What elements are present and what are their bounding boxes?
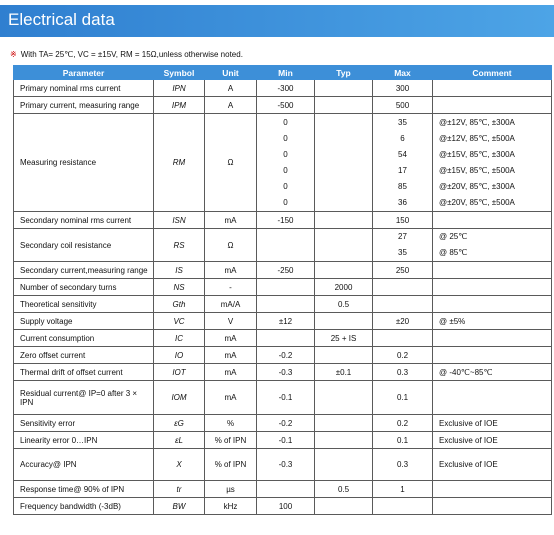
cell-max: 0.2 [373,415,433,432]
table-row [14,262,552,279]
cell-line: @±12V, 85℃, ±500A [439,133,515,143]
cell-param: Current consumption [14,330,154,347]
cell-typ [315,80,373,97]
table-row [14,97,552,114]
cell-comment [433,279,552,296]
header-min: Min [257,66,315,80]
conditions-text: With TA= 25℃, VC = ±15V, RM = 15Ω,unless otherwise noted. [20,50,243,59]
cell-min: -0.1 [257,381,315,415]
table-row [14,114,552,212]
cell-typ [315,97,373,114]
cell-param: Thermal drift of offset current [14,364,154,381]
cell-comment [433,330,552,347]
cell-unit: mA [205,212,257,229]
cell-unit: A [205,97,257,114]
header-symbol: Symbol [154,66,205,80]
header-parameter: Parameter [14,66,154,80]
cell-symbol: RM [154,114,205,212]
cell-param: Zero offset current [14,347,154,364]
cell-unit: - [205,279,257,296]
cell-unit: µs [205,481,257,498]
cell-comment: Exclusive of IOE [433,432,552,449]
cell-min: -0.2 [257,347,315,364]
cell-param: Linearity error 0…IPN [14,432,154,449]
cell-line: @±15V, 85℃, ±300A [439,149,515,159]
cell-symbol: IC [154,330,205,347]
header-row [14,66,552,80]
cell-unit: mA [205,262,257,279]
cell-typ [315,262,373,279]
cell-line: @±20V, 85℃, ±500A [439,197,515,207]
table-row [14,347,552,364]
cell-max: 250 [373,262,433,279]
cell-max: ±20 [373,313,433,330]
table-row [14,481,552,498]
note-mark: ※ [10,50,17,59]
table-row [14,229,552,262]
cell-comment [433,80,552,97]
table-row [14,313,552,330]
cell-symbol: ISN [154,212,205,229]
cell-unit: Ω [205,114,257,212]
cell-unit: mA [205,330,257,347]
page-title: Electrical data [8,10,115,29]
cell-line: @ 25℃ [439,232,468,241]
cell-line: 54 [398,149,407,159]
cell-max [373,279,433,296]
cell-min [257,279,315,296]
cell-unit: kHz [205,498,257,515]
cell-min: 100 [257,498,315,515]
cell-unit: mA/A [205,296,257,313]
cell-max [373,330,433,347]
cell-typ [315,347,373,364]
cell-min [257,229,315,262]
cell-unit: % [205,415,257,432]
cell-symbol: εG [154,415,205,432]
cell-max [373,498,433,515]
cell-param: Primary nominal rms current [14,80,154,97]
cell-line: @±12V, 85℃, ±300A [439,117,515,127]
cell-typ [315,114,373,212]
cell-min: -300 [257,80,315,97]
electrical-data-table [13,65,552,515]
cell-typ [315,381,373,415]
table-row [14,279,552,296]
header-typ: Typ [315,66,373,80]
cell-symbol: RS [154,229,205,262]
cell-max [373,229,433,262]
cell-line: 6 [400,133,405,143]
cell-typ [315,313,373,330]
cell-min [257,481,315,498]
cell-symbol: IPM [154,97,205,114]
cell-comment [433,381,552,415]
cell-comment [433,97,552,114]
cell-min [257,114,315,212]
table-row [14,364,552,381]
cell-max: 0.3 [373,364,433,381]
cell-typ: 2000 [315,279,373,296]
cell-param: Sensitivity error [14,415,154,432]
table-row [14,432,552,449]
cell-typ [315,449,373,481]
cell-typ: 0.5 [315,481,373,498]
title-banner [0,5,554,37]
cell-max: 500 [373,97,433,114]
cell-max: 300 [373,80,433,97]
cell-line: 35 [398,117,407,127]
cell-unit: % of IPN [205,449,257,481]
cell-symbol: IOT [154,364,205,381]
cell-param: Secondary nominal rms current [14,212,154,229]
cell-min: -500 [257,97,315,114]
cell-min: ±12 [257,313,315,330]
cell-line: 0 [283,133,288,143]
cell-param: Secondary current,measuring range [14,262,154,279]
table-row [14,381,552,415]
cell-param: Supply voltage [14,313,154,330]
cell-param: Frequency bandwidth (-3dB) [14,498,154,515]
cell-unit: V [205,313,257,330]
cell-typ [315,229,373,262]
cell-comment [433,262,552,279]
cell-line: 36 [398,197,407,207]
cell-param: Theoretical sensitivity [14,296,154,313]
cell-comment [433,229,552,262]
cell-max: 0.1 [373,381,433,415]
cell-min: -0.1 [257,432,315,449]
cell-min: -0.3 [257,364,315,381]
cell-typ [315,432,373,449]
test-conditions [10,50,243,59]
cell-param: Number of secondary turns [14,279,154,296]
cell-unit: mA [205,381,257,415]
cell-line: 85 [398,181,407,191]
cell-typ [315,415,373,432]
header-comment: Comment [433,66,552,80]
cell-unit: % of IPN [205,432,257,449]
cell-line: 0 [283,149,288,159]
cell-comment [433,481,552,498]
header-unit: Unit [205,66,257,80]
cell-comment: Exclusive of IOE [433,449,552,481]
cell-symbol: Gth [154,296,205,313]
table-row [14,296,552,313]
cell-max [373,114,433,212]
cell-min: -150 [257,212,315,229]
cell-typ: ±0.1 [315,364,373,381]
cell-symbol: X [154,449,205,481]
cell-param: Measuring resistance [14,114,154,212]
cell-comment [433,296,552,313]
cell-comment [433,212,552,229]
cell-line: 0 [283,181,288,191]
cell-param: Residual current@ IP=0 after 3 × IPN [14,381,154,415]
cell-min [257,296,315,313]
cell-min: -0.2 [257,415,315,432]
table-row [14,449,552,481]
table-row [14,498,552,515]
table-row [14,330,552,347]
cell-min [257,330,315,347]
cell-symbol: VC [154,313,205,330]
cell-comment: @ ±5% [433,313,552,330]
cell-symbol: BW [154,498,205,515]
cell-max: 0.3 [373,449,433,481]
table-row [14,212,552,229]
cell-max [373,296,433,313]
cell-unit: A [205,80,257,97]
cell-line: 0 [283,165,288,175]
cell-max: 0.2 [373,347,433,364]
header-max: Max [373,66,433,80]
table-row [14,415,552,432]
cell-comment [433,114,552,212]
cell-line: 17 [398,165,407,175]
cell-symbol: IO [154,347,205,364]
cell-typ [315,212,373,229]
cell-param: Secondary coil resistance [14,229,154,262]
cell-comment: @ -40℃~85℃ [433,364,552,381]
cell-symbol: εL [154,432,205,449]
cell-symbol: tr [154,481,205,498]
cell-comment [433,347,552,364]
cell-line: @±20V, 85℃, ±300A [439,181,515,191]
cell-min: -250 [257,262,315,279]
cell-param: Primary current, measuring range [14,97,154,114]
cell-typ [315,498,373,515]
cell-line: @±15V, 85℃, ±500A [439,165,515,175]
cell-comment [433,498,552,515]
cell-unit: mA [205,364,257,381]
cell-symbol: IPN [154,80,205,97]
cell-typ: 0.5 [315,296,373,313]
cell-symbol: IOM [154,381,205,415]
cell-unit: Ω [205,229,257,262]
cell-line: 0 [283,117,288,127]
cell-min: -0.3 [257,449,315,481]
cell-param: Response time@ 90% of IPN [14,481,154,498]
cell-symbol: NS [154,279,205,296]
cell-max: 0.1 [373,432,433,449]
cell-line: @ 85℃ [439,248,468,257]
table-row [14,80,552,97]
cell-max: 150 [373,212,433,229]
cell-line: 27 [398,232,407,241]
cell-typ: 25 + IS [315,330,373,347]
cell-line: 0 [283,197,288,207]
cell-param: Accuracy@ IPN [14,449,154,481]
cell-symbol: IS [154,262,205,279]
cell-max: 1 [373,481,433,498]
cell-unit: mA [205,347,257,364]
cell-line: 35 [398,248,407,257]
cell-comment: Exclusive of IOE [433,415,552,432]
